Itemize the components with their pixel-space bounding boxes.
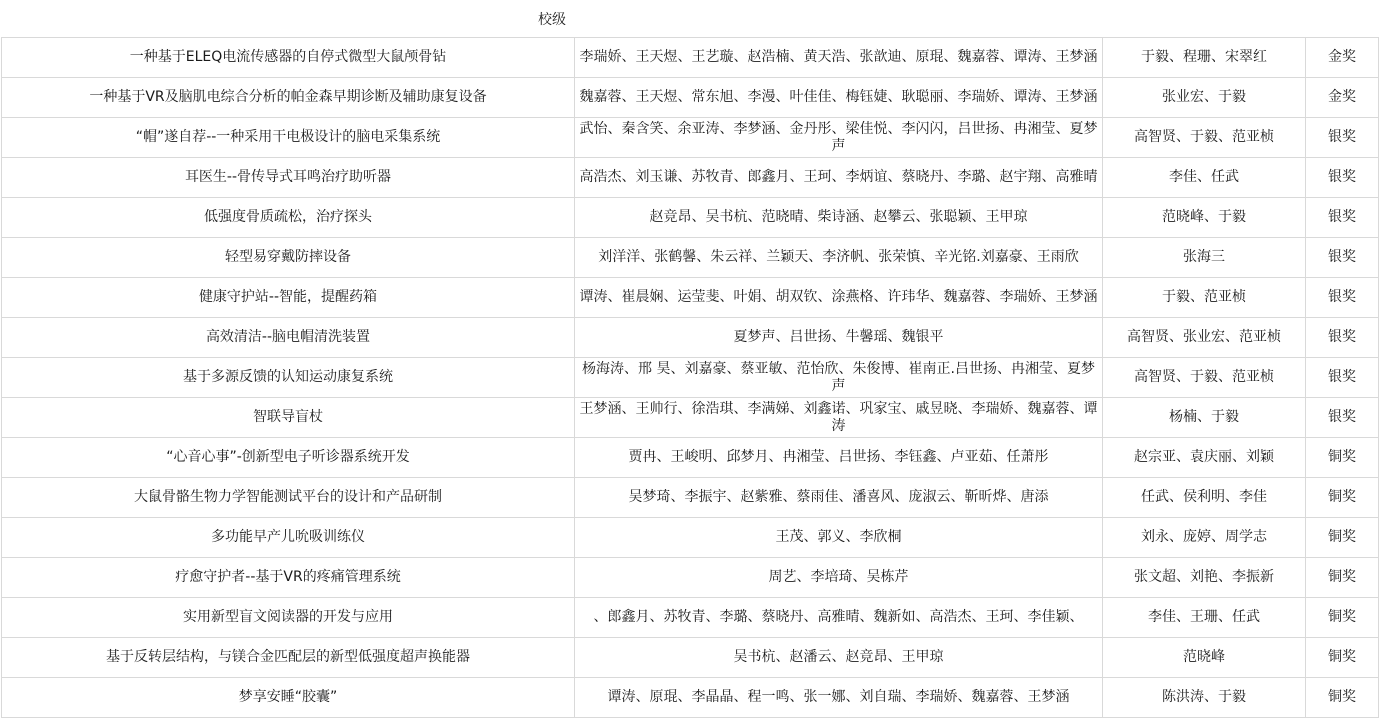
project-name-cell: 梦享安睡“胶囊” <box>2 678 575 718</box>
award-level-cell: 银奖 <box>1306 318 1379 358</box>
team-members-cell: 王茂、郭义、李欣桐 <box>575 518 1103 558</box>
advisors-cell: 范晓峰、于毅 <box>1103 198 1306 238</box>
award-level-cell: 银奖 <box>1306 278 1379 318</box>
award-level-cell: 银奖 <box>1306 158 1379 198</box>
table-row <box>2 358 1379 398</box>
advisors-cell: 李佳、任武 <box>1103 158 1306 198</box>
advisors-cell: 于毅、范亚桢 <box>1103 278 1306 318</box>
team-members-cell: 武怡、秦含笑、余亚涛、李梦涵、金丹彤、梁佳悦、李闪闪，吕世扬、冉湘莹、夏梦声 <box>575 118 1103 158</box>
table-row <box>2 278 1379 318</box>
project-name-cell: 大鼠骨骼生物力学智能测试平台的设计和产品研制 <box>2 478 575 518</box>
awards-table <box>1 0 1379 718</box>
project-name-cell: 疗愈守护者--基于VR的疼痛管理系统 <box>2 558 575 598</box>
table-row <box>2 238 1379 278</box>
project-name-cell: 多功能早产儿吮吸训练仪 <box>2 518 575 558</box>
project-name-cell: “心音心事”-创新型电子听诊器系统开发 <box>2 438 575 478</box>
award-level-cell: 银奖 <box>1306 398 1379 438</box>
team-members-cell: 吴梦琦、李振宇、赵紫雅、蔡雨佳、潘喜风、庞淑云、靳昕烨、唐添 <box>575 478 1103 518</box>
advisors-cell: 张业宏、于毅 <box>1103 78 1306 118</box>
table-row <box>2 678 1379 718</box>
team-members-cell: 高浩杰、刘玉谦、苏牧青、郎鑫月、王珂、李炳谊、蔡晓丹、李璐、赵宇翔、高雅晴 <box>575 158 1103 198</box>
project-name-cell: 基于反转层结构，与镁合金匹配层的新型低强度超声换能器 <box>2 638 575 678</box>
table-row <box>2 478 1379 518</box>
project-name-cell: 智联导盲杖 <box>2 398 575 438</box>
team-members-cell: 刘洋洋、张鹤馨、朱云祥、兰颖天、李济帆、张荣慎、辛光铭.刘嘉豪、王雨欣 <box>575 238 1103 278</box>
team-members-cell: 周艺、李培琦、吴栋芹 <box>575 558 1103 598</box>
advisors-cell: 范晓峰 <box>1103 638 1306 678</box>
award-level-cell: 银奖 <box>1306 118 1379 158</box>
table-row <box>2 198 1379 238</box>
team-members-cell: 吴书杭、赵潘云、赵竞昂、王甲琼 <box>575 638 1103 678</box>
advisors-cell: 杨楠、于毅 <box>1103 398 1306 438</box>
award-level-cell: 铜奖 <box>1306 478 1379 518</box>
award-level-cell: 银奖 <box>1306 238 1379 278</box>
award-level-cell: 铜奖 <box>1306 638 1379 678</box>
table-row <box>2 518 1379 558</box>
award-level-cell: 金奖 <box>1306 78 1379 118</box>
team-members-cell: 杨海涛、邢 昊、刘嘉豪、蔡亚敏、范怡欣、朱俊博、崔南正.吕世扬、冉湘莹、夏梦声 <box>575 358 1103 398</box>
project-name-cell: 高效清洁--脑电帽清洗装置 <box>2 318 575 358</box>
project-name-cell: 轻型易穿戴防摔设备 <box>2 238 575 278</box>
table-row <box>2 78 1379 118</box>
table-row <box>2 318 1379 358</box>
project-name-cell: 低强度骨质疏松，治疗探头 <box>2 198 575 238</box>
award-level-cell: 金奖 <box>1306 38 1379 78</box>
advisors-cell: 赵宗亚、袁庆丽、刘颖 <box>1103 438 1306 478</box>
award-level-cell: 铜奖 <box>1306 598 1379 638</box>
advisors-cell: 高智贤、张业宏、范亚桢 <box>1103 318 1306 358</box>
table-row <box>2 118 1379 158</box>
project-name-cell: “帽”遂自荐--一种采用干电极设计的脑电采集系统 <box>2 118 575 158</box>
advisors-cell: 张文超、刘艳、李振新 <box>1103 558 1306 598</box>
project-name-cell: 耳医生--骨传导式耳鸣治疗助听器 <box>2 158 575 198</box>
project-name-cell: 健康守护站--智能，提醒药箱 <box>2 278 575 318</box>
award-level-cell: 银奖 <box>1306 358 1379 398</box>
team-members-cell: 魏嘉蓉、王天煜、常东旭、李漫、叶佳佳、梅钰婕、耿聪丽、李瑞娇、谭涛、王梦涵 <box>575 78 1103 118</box>
award-level-cell: 铜奖 <box>1306 558 1379 598</box>
advisors-cell: 刘永、庞婷、周学志 <box>1103 518 1306 558</box>
award-level-cell: 铜奖 <box>1306 438 1379 478</box>
advisors-cell: 高智贤、于毅、范亚桢 <box>1103 118 1306 158</box>
project-name-cell: 实用新型盲文阅读器的开发与应用 <box>2 598 575 638</box>
advisors-cell: 陈洪涛、于毅 <box>1103 678 1306 718</box>
team-members-cell: 赵竞昂、吴书杭、范晓晴、柴诗涵、赵攀云、张聪颖、王甲琼 <box>575 198 1103 238</box>
advisors-cell: 任武、侯利明、李佳 <box>1103 478 1306 518</box>
advisors-cell: 于毅、程珊、宋翠红 <box>1103 38 1306 78</box>
awards-table-body <box>2 0 1379 718</box>
project-name-cell: 一种基于ELEQ电流传感器的自停式微型大鼠颅骨钻 <box>2 38 575 78</box>
section-title: 校级 <box>2 0 1103 38</box>
table-row <box>2 598 1379 638</box>
team-members-cell: 李瑞娇、王天煜、王艺璇、赵浩楠、黄天浩、张歆迪、原琨、魏嘉蓉、谭涛、王梦涵 <box>575 38 1103 78</box>
award-level-cell: 银奖 <box>1306 198 1379 238</box>
team-members-cell: 、郎鑫月、苏牧青、李璐、蔡晓丹、高雅晴、魏新如、高浩杰、王珂、李佳颖、 <box>575 598 1103 638</box>
section-header-blank <box>1103 0 1379 38</box>
table-row <box>2 158 1379 198</box>
section-header-row <box>2 0 1379 38</box>
award-level-cell: 铜奖 <box>1306 518 1379 558</box>
team-members-cell: 谭涛、崔晨娴、运莹斐、叶娟、胡双钦、涂燕格、许玮华、魏嘉蓉、李瑞娇、王梦涵 <box>575 278 1103 318</box>
project-name-cell: 一种基于VR及脑肌电综合分析的帕金森早期诊断及辅助康复设备 <box>2 78 575 118</box>
table-row <box>2 438 1379 478</box>
advisors-cell: 李佳、王珊、任武 <box>1103 598 1306 638</box>
table-row <box>2 38 1379 78</box>
table-row <box>2 558 1379 598</box>
advisors-cell: 高智贤、于毅、范亚桢 <box>1103 358 1306 398</box>
project-name-cell: 基于多源反馈的认知运动康复系统 <box>2 358 575 398</box>
team-members-cell: 谭涛、原琨、李晶晶、程一鸣、张一娜、刘自瑞、李瑞娇、魏嘉蓉、王梦涵 <box>575 678 1103 718</box>
team-members-cell: 夏梦声、吕世扬、牛馨瑶、魏银平 <box>575 318 1103 358</box>
team-members-cell: 贾冉、王峻明、邱梦月、冉湘莹、吕世扬、李钰鑫、卢亚茹、任萧彤 <box>575 438 1103 478</box>
award-level-cell: 铜奖 <box>1306 678 1379 718</box>
team-members-cell: 王梦涵、王帅行、徐浩琪、李满娣、刘鑫诺、巩家宝、戚昱晓、李瑞娇、魏嘉蓉、谭涛 <box>575 398 1103 438</box>
table-row <box>2 638 1379 678</box>
advisors-cell: 张海三 <box>1103 238 1306 278</box>
table-row <box>2 398 1379 438</box>
